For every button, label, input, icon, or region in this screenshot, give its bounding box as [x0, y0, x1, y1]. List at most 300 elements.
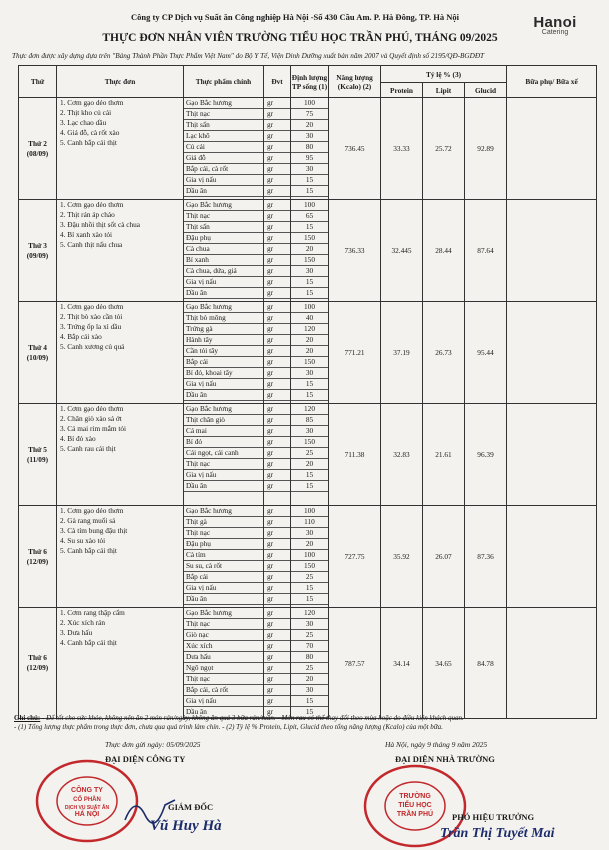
dish-list [57, 200, 184, 302]
unit-item: gr [264, 390, 290, 401]
amount-item: 20 [291, 335, 328, 346]
dish-list [57, 404, 184, 506]
food-list [184, 608, 264, 719]
lipit-value: 25.72 [423, 98, 465, 200]
unit-item: gr [264, 175, 290, 186]
unit-item: gr [264, 448, 290, 459]
day-row [19, 200, 597, 302]
unit-item: gr [264, 470, 290, 481]
unit-item: gr [264, 572, 290, 583]
food-list [184, 506, 264, 608]
amount-item: 150 [291, 255, 328, 266]
food-item: Thịt nạc [184, 674, 263, 685]
unit-item: gr [264, 109, 290, 120]
lipit-value: 26.07 [423, 506, 465, 608]
amount-item: 15 [291, 481, 328, 492]
unit-list [264, 608, 291, 719]
unit-item: gr [264, 200, 290, 211]
unit-item: gr [264, 120, 290, 131]
unit-item: gr [264, 368, 290, 379]
day-cell [19, 98, 57, 200]
unit-item: gr [264, 652, 290, 663]
amount-item: 95 [291, 153, 328, 164]
unit-item: gr [264, 335, 290, 346]
company-rep-role: GIÁM ĐỐC [168, 802, 214, 812]
lipit-value: 34.65 [423, 608, 465, 719]
food-item: Cà chua, dứa, giá [184, 266, 263, 277]
amount-item: 75 [291, 109, 328, 120]
svg-text:CÔNG TY: CÔNG TY [71, 787, 103, 794]
day-date: (08/09) [26, 148, 49, 158]
dish-item: 1. Cơm gạo dẻo thơm [60, 404, 124, 413]
dish-item: 2. Gà rang muối sả [60, 516, 116, 525]
unit-item: gr [264, 583, 290, 594]
dish-item: 3. Cà tím bung đậu thịt [60, 526, 128, 535]
unit-item: gr [264, 244, 290, 255]
dish-list [57, 302, 184, 404]
unit-item: gr [264, 528, 290, 539]
company-rep-heading: ĐẠI DIỆN CÔNG TY [105, 754, 186, 764]
unit-item: gr [264, 619, 290, 630]
snack-cell [507, 200, 597, 302]
amount-item: 100 [291, 506, 328, 517]
unit-item: gr [264, 561, 290, 572]
unit-item: gr [264, 506, 290, 517]
col-protein: Protein [381, 83, 423, 98]
food-item: Gạo Bắc hương [184, 506, 263, 517]
snack-cell [507, 506, 597, 608]
unit-item: gr [264, 539, 290, 550]
food-item: Dưa hấu [184, 652, 263, 663]
unit-item: gr [264, 233, 290, 244]
food-item: Gia vị nấu [184, 277, 263, 288]
svg-text:HÀ NỘI: HÀ NỘI [74, 811, 100, 818]
unit-item: gr [264, 379, 290, 390]
food-item: Su su, cà rốt [184, 561, 263, 572]
food-item: Thịt bò mông [184, 313, 263, 324]
unit-item: gr [264, 211, 290, 222]
food-list [184, 98, 264, 200]
food-item: Gia vị nấu [184, 175, 263, 186]
col-dishes: Thực đơn [57, 66, 184, 98]
amount-item: 15 [291, 175, 328, 186]
dish-list [57, 506, 184, 608]
unit-item: gr [264, 415, 290, 426]
col-unit: Đvt [264, 66, 291, 98]
unit-item: gr [264, 696, 290, 707]
dish-item: 5. Canh xương củ quả [60, 342, 125, 351]
logo-sub: Catering [541, 29, 569, 36]
amount-item: 65 [291, 211, 328, 222]
food-item: Gạo Bắc hương [184, 98, 263, 109]
amount-item: 15 [291, 277, 328, 288]
school-rep-name: Trần Thị Tuyết Mai [440, 826, 555, 841]
lipit-value: 26.73 [423, 302, 465, 404]
day-row [19, 98, 597, 200]
energy-value: 787.57 [329, 608, 381, 719]
dish-item: 1. Cơm gạo dẻo thơm [60, 98, 124, 107]
unit-item: gr [264, 346, 290, 357]
day-cell [19, 506, 57, 608]
food-item: Dầu ăn [184, 186, 263, 197]
food-item: Dầu ăn [184, 390, 263, 401]
unit-item: gr [264, 357, 290, 368]
dish-item: 1. Cơm rang thập cẩm [60, 608, 125, 617]
food-item: Bí đỏ, khoai tây [184, 368, 263, 379]
amount-item: 30 [291, 266, 328, 277]
dish-item: 4. Bí đỏ xào [60, 434, 96, 443]
col-lipit: Lipit [423, 83, 465, 98]
unit-item: gr [264, 674, 290, 685]
dish-item: 4. Giá đỗ, cà rốt xào [60, 128, 120, 137]
glucid-value: 87.64 [465, 200, 507, 302]
glucid-value: 84.78 [465, 608, 507, 719]
amount-item: 150 [291, 357, 328, 368]
unit-item: gr [264, 266, 290, 277]
menu-table [18, 65, 597, 719]
amount-item: 15 [291, 288, 328, 299]
amount-item: 100 [291, 302, 328, 313]
amount-item: 15 [291, 707, 328, 718]
amount-item: 100 [291, 98, 328, 109]
energy-value: 771.21 [329, 302, 381, 404]
col-energy: Năng lượng (Kcalo) (2) [329, 66, 381, 98]
amount-item: 15 [291, 222, 328, 233]
amount-item: 80 [291, 142, 328, 153]
glucid-value: 92.89 [465, 98, 507, 200]
unit-item: gr [264, 255, 290, 266]
dish-item: 4. Su su xào tỏi [60, 536, 106, 545]
food-item: Giá đỗ [184, 153, 263, 164]
food-item: Thịt nạc [184, 211, 263, 222]
food-item: Gia vị nấu [184, 379, 263, 390]
unit-item: gr [264, 131, 290, 142]
dish-item: 2. Xúc xích rán [60, 618, 105, 627]
lipit-value: 28.44 [423, 200, 465, 302]
amount-item: 120 [291, 608, 328, 619]
protein-value: 33.33 [381, 98, 423, 200]
dish-item: 3. Dưa hấu [60, 628, 93, 637]
amount-item: 150 [291, 233, 328, 244]
day-date: (12/09) [26, 556, 49, 566]
amount-item: 120 [291, 404, 328, 415]
col-ratio: Tỷ lệ % (3) [381, 66, 507, 83]
protein-value: 32.445 [381, 200, 423, 302]
unit-item: gr [264, 142, 290, 153]
amount-item: 15 [291, 379, 328, 390]
dish-item: 1. Cơm gạo dẻo thơm [60, 302, 124, 311]
page-title: THỰC ĐƠN NHÂN VIÊN TRƯỜNG TIỂU HỌC TRẦN PHÚ, THÁNG 09/2025 [102, 32, 498, 44]
food-item: Bắp cải [184, 357, 263, 368]
unit-item: gr [264, 459, 290, 470]
amount-item: 30 [291, 368, 328, 379]
school-rep-heading: ĐẠI DIỆN NHÀ TRƯỜNG [395, 754, 495, 764]
amount-item: 15 [291, 186, 328, 197]
svg-text:TIỂU HỌC: TIỂU HỌC [398, 802, 432, 809]
dish-item: 5. Canh thịt nấu chua [60, 240, 123, 249]
dish-item: 3. Đậu nhồi thịt sốt cà chua [60, 220, 141, 229]
send-date: Thực đơn gửi ngày: 05/09/2025 [105, 740, 201, 749]
unit-item: gr [264, 663, 290, 674]
protein-value: 35.92 [381, 506, 423, 608]
sign-date: Hà Nội, ngày 9 tháng 9 năm 2025 [385, 740, 488, 749]
amount-item: 20 [291, 459, 328, 470]
dish-item: 5. Canh rau cải thịt [60, 444, 116, 453]
company-rep-name: Vũ Huy Hà [150, 818, 222, 834]
unit-item: gr [264, 594, 290, 605]
amount-item: 30 [291, 685, 328, 696]
dish-item: 1. Cơm gạo dẻo thơm [60, 506, 124, 515]
svg-text:CỔ PHẦN: CỔ PHẦN [73, 797, 101, 803]
food-item: Cần tỏi tây [184, 346, 263, 357]
company-line: Công ty CP Dịch vụ Suất ăn Công nghiệp Hà Nội -Số 430 Cầu Am. P. Hà Đông, TP. Hà Nội [131, 12, 459, 22]
glucid-value: 87.36 [465, 506, 507, 608]
amount-item: 25 [291, 630, 328, 641]
food-item: Gạo Bắc hương [184, 608, 263, 619]
amount-item: 30 [291, 131, 328, 142]
food-item: Xúc xích [184, 641, 263, 652]
amount-item: 85 [291, 415, 328, 426]
day-date: (09/09) [26, 250, 49, 260]
food-item: Thịt nạc [184, 109, 263, 120]
unit-item: gr [264, 164, 290, 175]
amount-item: 20 [291, 539, 328, 550]
unit-item: gr [264, 277, 290, 288]
col-food: Thực phẩm chính [184, 66, 264, 98]
snack-cell [507, 608, 597, 719]
day-label: Thứ 6 [28, 653, 47, 662]
dish-item: 5. Canh bắp cải thịt [60, 138, 117, 147]
amount-list [291, 302, 329, 404]
food-item: Bí đỏ [184, 437, 263, 448]
col-snack: Bữa phụ/ Bữa xế [507, 66, 597, 98]
source-note: Thực đơn được xây dựng dựa trên "Bảng Thành Phần Thực Phẩm Việt Nam" do Bộ Y Tế, Viện Dinh Dưỡng xuất bản năm 2007 và Quyết định số 2195/QĐ-BGDĐT [12, 52, 485, 60]
unit-item: gr [264, 288, 290, 299]
food-item: Đậu phụ [184, 233, 263, 244]
amount-item: 110 [291, 517, 328, 528]
day-row [19, 302, 597, 404]
food-item: Dầu ăn [184, 288, 263, 299]
day-label: Thứ 2 [28, 138, 47, 148]
day-date: (10/09) [26, 352, 49, 362]
day-cell [19, 200, 57, 302]
food-item: Gạo Bắc hương [184, 302, 263, 313]
food-item: Bắp cải [184, 572, 263, 583]
food-item: Gia vị nấu [184, 583, 263, 594]
unit-item: gr [264, 186, 290, 197]
food-item: Hành tây [184, 335, 263, 346]
dish-item: 4. Bắp cải xào [60, 332, 102, 341]
food-item: Bắp cải, cà rốt [184, 685, 263, 696]
dish-item: 2. Chân giò xào sả ớt [60, 414, 122, 423]
menu-body [19, 98, 597, 719]
food-item: Thịt chân giò [184, 415, 263, 426]
food-item: Bắp cải, cà rốt [184, 164, 263, 175]
svg-text:DỊCH VỤ SUẤT ĂN: DỊCH VỤ SUẤT ĂN [64, 805, 110, 811]
amount-item: 20 [291, 346, 328, 357]
food-item: Trứng gà [184, 324, 263, 335]
notes-label: Ghi chú: [14, 714, 41, 722]
amount-item: 100 [291, 200, 328, 211]
unit-item: gr [264, 153, 290, 164]
amount-item: 80 [291, 652, 328, 663]
notes [14, 714, 604, 732]
food-item: Gạo Bắc hương [184, 404, 263, 415]
col-glucid: Glucid [465, 83, 507, 98]
day-label: Thứ 3 [28, 240, 47, 250]
snack-cell [507, 98, 597, 200]
food-item: Thịt gà [184, 517, 263, 528]
unit-item: gr [264, 517, 290, 528]
dish-item: 2. Thịt kho củ cải [60, 108, 112, 117]
protein-value: 32.83 [381, 404, 423, 506]
dish-item: 1. Cơm gạo dẻo thơm [60, 200, 124, 209]
food-item: Gia vị nấu [184, 470, 263, 481]
day-date: (12/09) [26, 663, 49, 672]
glucid-value: 96.39 [465, 404, 507, 506]
glucid-value: 95.44 [465, 302, 507, 404]
dish-list [57, 98, 184, 200]
food-item: Dầu ăn [184, 481, 263, 492]
school-rep-role: PHÓ HIỆU TRƯỞNG [452, 812, 535, 822]
amount-item: 25 [291, 663, 328, 674]
logo-brand: Hanoi [533, 14, 577, 31]
food-item: Lạc khô [184, 131, 263, 142]
day-row [19, 608, 597, 719]
food-item: Củ cải [184, 142, 263, 153]
amount-item: 20 [291, 244, 328, 255]
col-day: Thứ [19, 66, 57, 98]
snack-cell [507, 404, 597, 506]
food-item: Gạo Bắc hương [184, 200, 263, 211]
dish-item: 2. Thịt rán áp chảo [60, 210, 115, 219]
food-item: Dầu ăn [184, 594, 263, 605]
amount-item: 15 [291, 390, 328, 401]
dish-item: 3. Lạc chao dầu [60, 118, 107, 127]
food-item: Bí xanh [184, 255, 263, 266]
food-item: Cà chua [184, 244, 263, 255]
food-item: Ngô ngọt [184, 663, 263, 674]
food-item: Thịt nạc [184, 528, 263, 539]
amount-item: 25 [291, 448, 328, 459]
unit-item: gr [264, 608, 290, 619]
unit-item: gr [264, 630, 290, 641]
unit-list [264, 506, 291, 608]
unit-item: gr [264, 426, 290, 437]
amount-list [291, 98, 329, 200]
amount-item: 150 [291, 437, 328, 448]
dish-list [57, 608, 184, 719]
svg-text:TRẦN PHÚ: TRẦN PHÚ [396, 811, 434, 818]
day-cell [19, 608, 57, 719]
food-item: Thịt sấn [184, 120, 263, 131]
food-item: Thịt nạc [184, 459, 263, 470]
amount-item: 150 [291, 561, 328, 572]
energy-value: 736.45 [329, 98, 381, 200]
protein-value: 37.19 [381, 302, 423, 404]
protein-value: 34.14 [381, 608, 423, 719]
note-1: - Để tốt cho sức khỏe, không nên ăn 2 món rán/ngày, không ăn quá 3 bữa rán/tuần. - Món rau có thể thay đổi theo mùa hoặc do điều kiện khách quan. [42, 714, 464, 722]
dish-item: 4. Bí xanh xào tỏi [60, 230, 113, 239]
food-item: Dầu ăn [184, 707, 263, 718]
day-label: Thứ 4 [28, 342, 47, 352]
amount-item: 70 [291, 641, 328, 652]
note-2: - (1) Tổng lượng thực phẩm trong thực đơn, chưa qua quá trình làm chín. - (2) Tỷ lệ % Protein, Lipit, Glucid theo tổng năng lượng (Kcalo) của một bữa. [14, 723, 443, 731]
amount-item: 15 [291, 696, 328, 707]
amount-item: 120 [291, 324, 328, 335]
unit-list [264, 404, 291, 506]
amount-list [291, 608, 329, 719]
amount-list [291, 200, 329, 302]
food-item: Thịt nạc [184, 619, 263, 630]
unit-item: gr [264, 437, 290, 448]
food-item: Cải ngọt, cải canh [184, 448, 263, 459]
amount-item: 15 [291, 470, 328, 481]
day-label: Thứ 6 [28, 546, 47, 556]
dish-item: 2. Thịt bò xào cần tỏi [60, 312, 123, 321]
food-item: Thịt sấn [184, 222, 263, 233]
food-item: Cá mai [184, 426, 263, 437]
svg-text:TRƯỜNG: TRƯỜNG [399, 793, 431, 800]
amount-list [291, 404, 329, 506]
dish-item: 3. Cá mai rim mắm tỏi [60, 424, 127, 433]
day-cell [19, 302, 57, 404]
food-item: Gia vị nấu [184, 696, 263, 707]
unit-item: gr [264, 707, 290, 718]
unit-list [264, 302, 291, 404]
dish-item: 5. Canh bắp cải thịt [60, 546, 117, 555]
lipit-value: 21.61 [423, 404, 465, 506]
day-row [19, 404, 597, 506]
unit-item: gr [264, 550, 290, 561]
amount-item: 30 [291, 164, 328, 175]
unit-item: gr [264, 222, 290, 233]
amount-item: 25 [291, 572, 328, 583]
unit-item: gr [264, 313, 290, 324]
amount-item: 15 [291, 594, 328, 605]
amount-item: 40 [291, 313, 328, 324]
snack-cell [507, 302, 597, 404]
food-list [184, 404, 264, 506]
unit-list [264, 98, 291, 200]
amount-item: 15 [291, 583, 328, 594]
unit-item: gr [264, 324, 290, 335]
food-item: Giò nạc [184, 630, 263, 641]
food-list [184, 302, 264, 404]
energy-value: 727.75 [329, 506, 381, 608]
dish-item: 4. Canh bắp cải thịt [60, 638, 117, 647]
food-list [184, 200, 264, 302]
food-item: Đậu phụ [184, 539, 263, 550]
day-label: Thứ 5 [28, 444, 47, 454]
energy-value: 711.38 [329, 404, 381, 506]
food-item: Cà tím [184, 550, 263, 561]
unit-item: gr [264, 481, 290, 492]
day-cell [19, 404, 57, 506]
day-row [19, 506, 597, 608]
amount-item: 30 [291, 426, 328, 437]
amount-item: 20 [291, 674, 328, 685]
col-amount: Định lượng TP sống (1) [291, 66, 329, 98]
amount-item: 100 [291, 550, 328, 561]
day-date: (11/09) [26, 454, 49, 464]
dish-item: 3. Trứng ốp la xì dầu [60, 322, 122, 331]
amount-item: 30 [291, 619, 328, 630]
energy-value: 736.33 [329, 200, 381, 302]
unit-item: gr [264, 302, 290, 313]
unit-item: gr [264, 685, 290, 696]
unit-item: gr [264, 641, 290, 652]
